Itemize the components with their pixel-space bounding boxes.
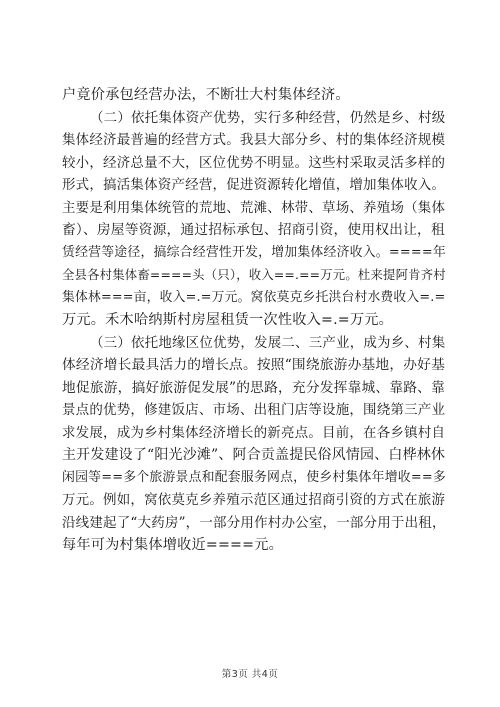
text-line: 求发展，成为乡村集体经济增长的新亮点。目前，在各乡镇村自: [62, 424, 446, 441]
text-line: 全县各村集体畜====头（只），收入==.==万元。杜来提阿肯齐村: [62, 268, 446, 282]
text-line: 集体经济最普遍的经营方式。我县大部分乡、村的集体经济规模: [62, 132, 446, 148]
paragraph: [62, 84, 445, 107]
page-footer: 第3页 共4页: [221, 669, 279, 680]
text-line: 较小，经济总量不大，区位优势不明显。这些村采取灵活多样的: [62, 154, 446, 171]
text-line: （三）依托地缘区位优势，发展二、三产业，成为乡、村集: [90, 334, 446, 351]
text-line: 沿线建起了“大药房”，一部分用作村办公室，一部分用于出租，: [62, 514, 446, 531]
paragraph: [62, 332, 445, 557]
text-line: 户竟价承包经营办法，不断壮大村集体经济。: [62, 87, 350, 103]
paragraph: [62, 107, 445, 332]
text-line: 万元。例如，窝依莫克乡养殖示范区通过招商引资的方式在旅游: [62, 492, 446, 508]
text-line: 畜）、房屋等资源，通过招标承包、招商引资，使用权出让，租: [62, 222, 445, 238]
text-line: 万元。禾木哈纳斯村房屋租赁一次性收入=.=万元。: [62, 312, 394, 328]
text-line: 每年可为村集体增收近====元。: [62, 537, 284, 553]
text-line: 景点的优势，修建饭店、市场、出租门店等设施，围绕第三产业: [62, 402, 446, 418]
text-line: 主开发建设了“阳光沙滩”、阿合贡盖提民俗风情园、白桦林休: [62, 447, 446, 463]
text-line: （二）依托集体资产优势，实行多种经营，仍然是乡、村级: [90, 109, 446, 126]
text-line: 集体林===亩，收入=.=万元。窝依莫克乡托洪台村水费收入=.=: [62, 289, 446, 305]
document-body: [62, 84, 445, 557]
text-line: 形式，搞活集体资产经营，促进资源转化增值，增加集体收入。: [62, 177, 446, 193]
text-line: 体经济增长最具活力的增长点。按照“围绕旅游办基地，办好基: [62, 357, 446, 373]
text-line: 地促旅游，搞好旅游促发展”的思路，充分发挥靠城、靠路、靠: [62, 379, 446, 396]
text-line: 主要是利用集体统管的荒地、荒滩、林带、草场、养殖场（集体: [62, 199, 446, 216]
text-line: 赁经营等途径，搞综合经营性开发，增加集体经济收入。====年: [62, 244, 446, 260]
text-line: 闲园等==多个旅游景点和配套服务网点，使乡村集体年增收==多: [62, 469, 446, 485]
